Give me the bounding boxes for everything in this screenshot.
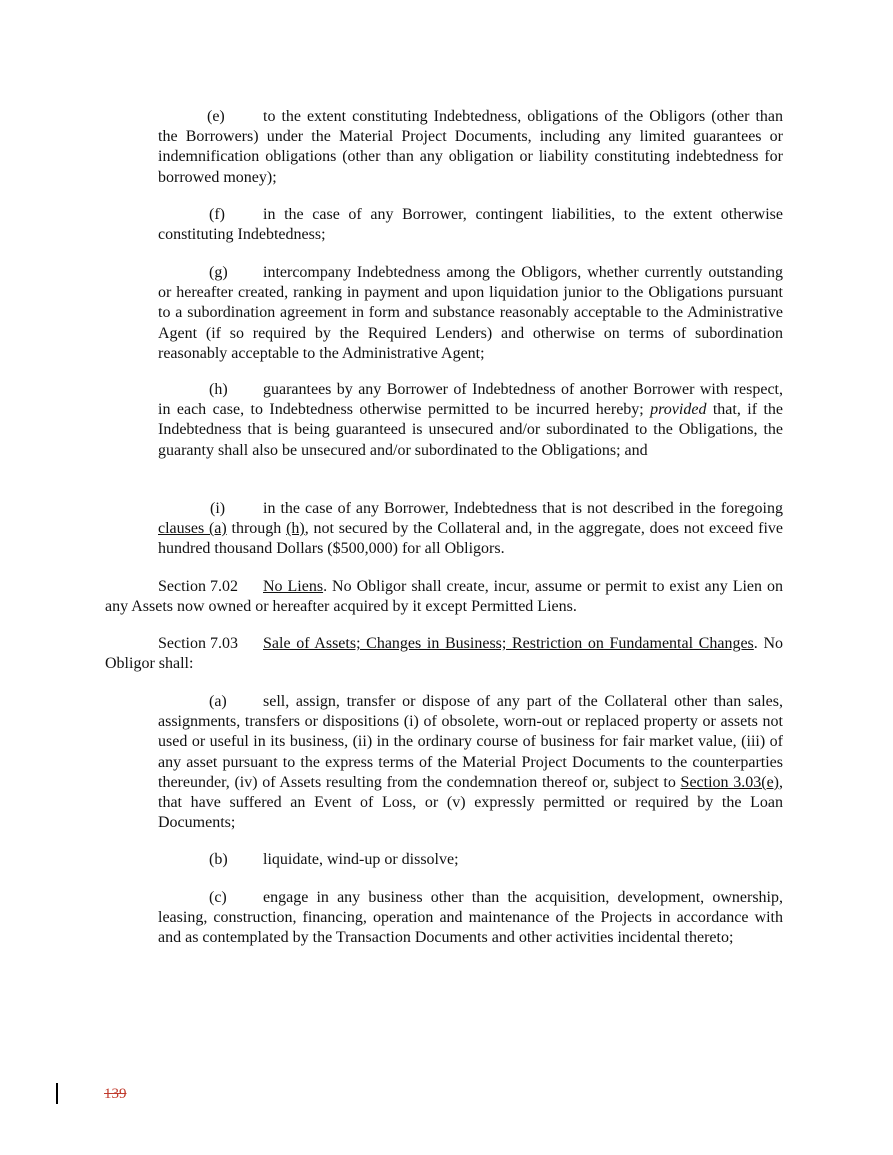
clause-text: guarantees by any Borrower of Indebtedness of another Borrower with respect, in each case, to Indebtedness otherwise permitted to be incurred hereby; [158,381,783,419]
section-text: . No Obligor shall create, incur, assume or permit to exist any Lien on any Assets now owned or hereafter acquired by it except Permitted Liens. [105,578,783,616]
sub-clause-c [158,888,783,949]
clause-h [158,380,783,461]
clause-label: (i) [210,500,226,517]
clause-text: liquidate, wind-up or dissolve; [263,851,459,868]
clause-label: (h) [209,381,228,398]
clause-text: in the case of any Borrower, contingent liabilities, to the extent otherwise constituting Indebtedness; [158,206,783,244]
page-number: 139 [104,1086,127,1102]
clause-text-mid: through [226,520,287,538]
section-7-03 [105,634,783,674]
clause-reference-link[interactable]: (h) [286,520,305,538]
section-text: . No Obligor shall: [105,635,783,673]
clause-label: (g) [209,264,228,281]
clause-reference-link[interactable]: clauses (a) [158,520,227,538]
clause-label: (f) [209,206,225,223]
clause-e [158,107,783,188]
clause-label: (c) [209,889,227,906]
clause-text-post: , that have suffered an Event of Loss, or (v) expressly permitted or required by the Loan Documents; [158,773,783,832]
clause-text: intercompany Indebtedness among the Obligors, whether currently outstanding or hereafter created, ranking in payment and upon liquidation junior to the Obligations pursuant to a subordination agreement in form and substance reasonably acceptable to the Administrative Agent (if so required by the Required Lenders) and otherwise on terms of subordination reasonably acceptable to the Administrative Agent; [158,264,783,362]
sub-clause-b [158,850,783,870]
clause-label: (a) [209,693,227,710]
clause-italic-term: provided [650,401,707,419]
clause-text-post: that, if the Indebtedness that is being guaranteed is unsecured and/or subordinated to the Obligations, the guaranty shall also be unsecured and/or subordinated to the Obligations; and [158,401,783,459]
clause-reference-link[interactable]: Section 3.03(e) [680,773,779,791]
clause-text: sell, assign, transfer or dispose of any part of the Collateral other than sales, assignments, transfers or dispositions (i) of obsolete, worn-out or replaced property or assets not used or useful in its business, (ii) in the ordinary course of business for fair market value, (iii) of any asset pursuant to the express terms of the Material Project Documents to the counterparties thereunder, (iv) of Assets resulting from the condemnation thereof or, subject to [158,693,783,791]
clause-i [158,499,783,560]
sub-clause-a [158,692,783,833]
clause-label: (b) [209,851,228,868]
revision-change-bar [56,1083,58,1104]
section-number: Section 7.02 [158,578,238,595]
clause-g [158,263,783,364]
clause-f [158,205,783,245]
clause-text-post: , not secured by the Collateral and, in the aggregate, does not exceed five hundred thousand Dollars ($500,000) for all Obligors. [158,520,784,558]
section-number: Section 7.03 [158,635,238,652]
clause-text: in the case of any Borrower, Indebtedness that is not described in the foregoing [263,500,783,517]
section-heading: No Liens [263,578,324,595]
section-7-02 [105,577,783,617]
clause-label: (e) [207,108,225,125]
clause-text: engage in any business other than the acquisition, development, ownership, leasing, construction, financing, operation and maintenance of the Projects in accordance with and as contemplated by the Transaction Documents and other activities incidental thereto; [158,889,783,947]
section-heading: Sale of Assets; Changes in Business; Restriction on Fundamental Changes [263,635,754,652]
clause-text: to the extent constituting Indebtedness, obligations of the Obligors (other than the Borrowers) under the Material Project Documents, including any limited guarantees or indemnification obligations (other than any obligation or liability constituting indebtedness for borrowed money); [158,108,783,186]
